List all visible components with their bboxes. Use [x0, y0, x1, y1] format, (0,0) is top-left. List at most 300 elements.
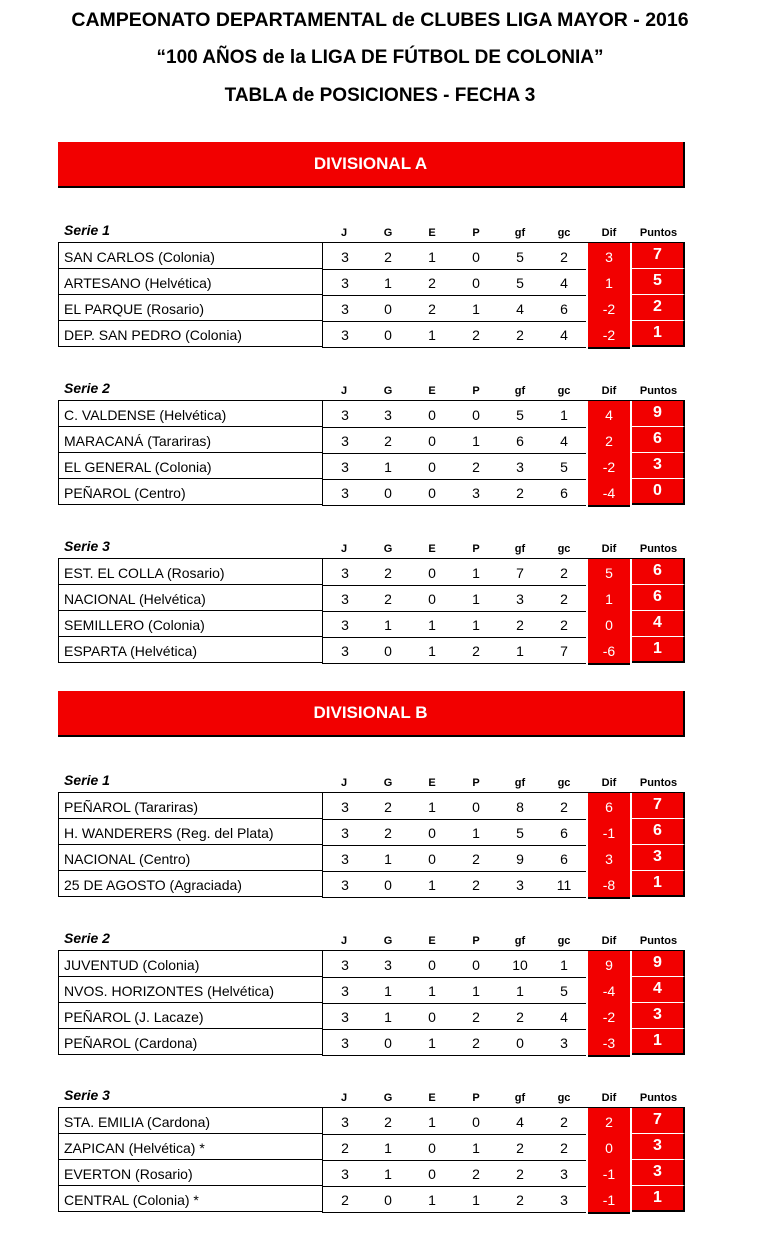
- column-header: E: [428, 385, 436, 397]
- serie-rows: [58, 400, 685, 505]
- table-row: [58, 479, 685, 505]
- team-name: ZAPICAN (Helvética) *: [58, 1134, 322, 1160]
- stat-gc: 3: [542, 1160, 586, 1187]
- stat-e: 1: [410, 1029, 454, 1056]
- stat-g: 0: [366, 321, 410, 348]
- serie-table: [58, 538, 685, 663]
- stat-g: 0: [366, 871, 410, 898]
- table-row: [58, 559, 685, 585]
- stat-g: 0: [366, 479, 410, 506]
- stat-j: 3: [322, 951, 367, 978]
- stat-e: 1: [410, 243, 454, 270]
- serie-table: [58, 772, 685, 897]
- stat-e: 0: [410, 951, 454, 978]
- serie-table: [58, 380, 685, 505]
- table-row: [58, 243, 685, 269]
- stat-gc: 4: [542, 1003, 586, 1030]
- serie-name: Serie 1: [64, 222, 110, 238]
- points: 6: [632, 559, 685, 585]
- stat-gc: 5: [542, 453, 586, 480]
- table-title: TABLA de POSICIONES - FECHA 3: [224, 85, 536, 106]
- column-header: Dif: [601, 385, 617, 397]
- stat-p: 1: [454, 559, 498, 586]
- stat-e: 0: [410, 819, 454, 846]
- stat-g: 3: [366, 951, 410, 978]
- stat-gf: 0: [498, 1029, 542, 1056]
- column-header: G: [383, 777, 393, 789]
- stat-j: 3: [322, 453, 367, 480]
- stat-gf: 2: [498, 321, 542, 348]
- column-header: P: [472, 777, 480, 789]
- table-row: [58, 951, 685, 977]
- stat-j: 3: [322, 479, 367, 506]
- column-header: gc: [557, 1092, 571, 1104]
- stat-j: 2: [322, 1186, 367, 1213]
- page-subtitle: “100 AÑOS de la LIGA DE FÚTBOL DE COLONIA”: [156, 47, 604, 68]
- stat-p: 2: [454, 871, 498, 898]
- table-row: [58, 793, 685, 819]
- points: 2: [632, 295, 685, 321]
- stat-g: 1: [366, 1160, 410, 1187]
- stat-g: 1: [366, 845, 410, 872]
- table-row: [58, 845, 685, 871]
- stat-p: 2: [454, 637, 498, 664]
- points: 1: [632, 637, 685, 663]
- goal-difference: -2: [588, 453, 630, 480]
- stat-gf: 1: [498, 637, 542, 664]
- team-name: JUVENTUD (Colonia): [58, 951, 322, 977]
- goal-difference: -2: [588, 1003, 630, 1030]
- points: 9: [632, 951, 685, 977]
- column-header: J: [340, 543, 348, 555]
- stat-j: 3: [322, 1108, 367, 1135]
- goal-difference: -8: [588, 871, 630, 899]
- table-row: [58, 295, 685, 321]
- goal-difference: 3: [588, 243, 630, 270]
- team-name: EVERTON (Rosario): [58, 1160, 322, 1186]
- stat-gf: 3: [498, 871, 542, 898]
- stat-g: 0: [366, 637, 410, 664]
- serie-name: Serie 3: [64, 1087, 110, 1103]
- stat-gf: 9: [498, 845, 542, 872]
- points: 1: [632, 1186, 685, 1212]
- stat-j: 3: [322, 321, 367, 348]
- table-row: [58, 453, 685, 479]
- stat-g: 2: [366, 243, 410, 270]
- stat-g: 1: [366, 977, 410, 1004]
- serie-header: [58, 1087, 685, 1107]
- column-header: gf: [514, 385, 526, 397]
- stat-g: 1: [366, 453, 410, 480]
- column-header: P: [472, 227, 480, 239]
- column-header: P: [472, 1092, 480, 1104]
- column-header: Puntos: [639, 385, 678, 397]
- serie-name: Serie 1: [64, 772, 110, 788]
- serie-rows: [58, 558, 685, 663]
- points: 4: [632, 977, 685, 1003]
- goal-difference: -4: [588, 479, 630, 507]
- stat-gc: 1: [542, 401, 586, 428]
- team-name: PEÑAROL (Centro): [58, 479, 322, 505]
- goal-difference: 1: [588, 585, 630, 612]
- column-header: Puntos: [639, 935, 678, 947]
- column-header: E: [428, 227, 436, 239]
- stat-p: 1: [454, 585, 498, 612]
- stat-p: 1: [454, 295, 498, 322]
- stat-e: 1: [410, 321, 454, 348]
- stat-j: 3: [322, 637, 367, 664]
- stat-j: 3: [322, 871, 367, 898]
- stat-gf: 6: [498, 427, 542, 454]
- stat-gf: 7: [498, 559, 542, 586]
- table-row: [58, 585, 685, 611]
- stat-gc: 3: [542, 1029, 586, 1056]
- division-banner: DIVISIONAL A: [58, 142, 685, 188]
- team-name: NACIONAL (Centro): [58, 845, 322, 871]
- stat-gf: 2: [498, 479, 542, 506]
- stat-e: 1: [410, 871, 454, 898]
- table-row: [58, 1029, 685, 1055]
- goal-difference: -1: [588, 819, 630, 846]
- stat-j: 3: [322, 269, 367, 296]
- points: 1: [632, 871, 685, 897]
- stat-e: 1: [410, 1108, 454, 1135]
- serie-table: [58, 930, 685, 1055]
- stat-e: 0: [410, 1160, 454, 1187]
- stat-j: 3: [322, 977, 367, 1004]
- stat-g: 0: [366, 295, 410, 322]
- stat-j: 3: [322, 559, 367, 586]
- column-header: E: [428, 1092, 436, 1104]
- stat-j: 3: [322, 295, 367, 322]
- stat-gc: 2: [542, 1134, 586, 1161]
- stat-gc: 2: [542, 1108, 586, 1135]
- serie-name: Serie 2: [64, 930, 110, 946]
- column-header: Puntos: [639, 1092, 678, 1104]
- stat-p: 0: [454, 269, 498, 296]
- stat-e: 0: [410, 1134, 454, 1161]
- stat-gc: 6: [542, 479, 586, 506]
- stat-p: 2: [454, 1029, 498, 1056]
- stat-gc: 2: [542, 611, 586, 638]
- column-header: J: [340, 1092, 348, 1104]
- column-header: E: [428, 543, 436, 555]
- stat-gf: 1: [498, 977, 542, 1004]
- goal-difference: -1: [588, 1160, 630, 1187]
- column-header: G: [383, 543, 393, 555]
- column-header: P: [472, 543, 480, 555]
- column-header: Dif: [601, 935, 617, 947]
- column-header: Dif: [601, 777, 617, 789]
- serie-header: [58, 538, 685, 558]
- stat-gf: 5: [498, 269, 542, 296]
- goal-difference: -2: [588, 321, 630, 349]
- table-row: [58, 819, 685, 845]
- team-name: ARTESANO (Helvética): [58, 269, 322, 295]
- column-header: G: [383, 1092, 393, 1104]
- stat-gf: 3: [498, 585, 542, 612]
- stat-e: 0: [410, 479, 454, 506]
- table-row: [58, 977, 685, 1003]
- team-name: 25 DE AGOSTO (Agraciada): [58, 871, 322, 897]
- team-name: EL PARQUE (Rosario): [58, 295, 322, 321]
- stat-e: 1: [410, 1186, 454, 1213]
- column-header: Puntos: [639, 777, 678, 789]
- stat-p: 0: [454, 243, 498, 270]
- column-header: G: [383, 227, 393, 239]
- stat-gc: 2: [542, 793, 586, 820]
- stat-g: 3: [366, 401, 410, 428]
- serie-header: [58, 222, 685, 242]
- stat-gc: 11: [542, 871, 586, 898]
- table-row: [58, 1108, 685, 1134]
- column-header: Puntos: [639, 227, 678, 239]
- stat-p: 1: [454, 1186, 498, 1213]
- points: 1: [632, 321, 685, 347]
- team-name: ESPARTA (Helvética): [58, 637, 322, 663]
- points: 7: [632, 243, 685, 269]
- column-header: P: [472, 385, 480, 397]
- column-header: Dif: [601, 227, 617, 239]
- points: 3: [632, 453, 685, 479]
- stat-gf: 3: [498, 453, 542, 480]
- stat-g: 1: [366, 611, 410, 638]
- points: 9: [632, 401, 685, 427]
- serie-name: Serie 3: [64, 538, 110, 554]
- stat-gc: 2: [542, 559, 586, 586]
- table-row: [58, 637, 685, 663]
- goal-difference: 3: [588, 845, 630, 872]
- column-header: P: [472, 935, 480, 947]
- stat-g: 2: [366, 793, 410, 820]
- stat-p: 2: [454, 321, 498, 348]
- team-name: PEÑAROL (Cardona): [58, 1029, 322, 1055]
- points: 4: [632, 611, 685, 637]
- column-header: Puntos: [639, 543, 678, 555]
- stat-e: 0: [410, 427, 454, 454]
- column-header: gf: [514, 543, 526, 555]
- goal-difference: 9: [588, 951, 630, 978]
- stat-j: 3: [322, 1160, 367, 1187]
- team-name: EST. EL COLLA (Rosario): [58, 559, 322, 585]
- page-title: CAMPEONATO DEPARTAMENTAL de CLUBES LIGA MAYOR - 2016: [71, 9, 689, 31]
- stat-p: 0: [454, 793, 498, 820]
- stat-gc: 4: [542, 269, 586, 296]
- stat-e: 2: [410, 295, 454, 322]
- goal-difference: -6: [588, 637, 630, 665]
- stat-gf: 2: [498, 1134, 542, 1161]
- table-row: [58, 871, 685, 897]
- stat-j: 3: [322, 1029, 367, 1056]
- stat-g: 1: [366, 1003, 410, 1030]
- goal-difference: -1: [588, 1186, 630, 1214]
- team-name: PEÑAROL (J. Lacaze): [58, 1003, 322, 1029]
- stat-g: 2: [366, 819, 410, 846]
- serie-table: [58, 222, 685, 347]
- stat-g: 0: [366, 1186, 410, 1213]
- team-name: EL GENERAL (Colonia): [58, 453, 322, 479]
- stat-gc: 7: [542, 637, 586, 664]
- team-name: PEÑAROL (Tarariras): [58, 793, 322, 819]
- serie-header: [58, 380, 685, 400]
- stat-gf: 5: [498, 819, 542, 846]
- points: 6: [632, 585, 685, 611]
- serie-rows: [58, 792, 685, 897]
- stat-gc: 4: [542, 321, 586, 348]
- stat-p: 1: [454, 1134, 498, 1161]
- column-header: gc: [557, 227, 571, 239]
- serie-rows: [58, 1107, 685, 1212]
- division-banner: DIVISIONAL B: [58, 691, 685, 737]
- stat-e: 0: [410, 585, 454, 612]
- column-header: G: [383, 935, 393, 947]
- stat-j: 3: [322, 427, 367, 454]
- stat-e: 0: [410, 401, 454, 428]
- stat-e: 1: [410, 793, 454, 820]
- points: 5: [632, 269, 685, 295]
- stat-gc: 6: [542, 845, 586, 872]
- points: 7: [632, 1108, 685, 1134]
- points: 0: [632, 479, 685, 505]
- team-name: NACIONAL (Helvética): [58, 585, 322, 611]
- column-header: gf: [514, 777, 526, 789]
- stat-e: 0: [410, 1003, 454, 1030]
- team-name: SAN CARLOS (Colonia): [58, 243, 322, 269]
- stat-g: 2: [366, 1108, 410, 1135]
- table-row: [58, 1003, 685, 1029]
- points: 6: [632, 427, 685, 453]
- stat-g: 0: [366, 1029, 410, 1056]
- column-header: G: [383, 385, 393, 397]
- table-row: [58, 321, 685, 347]
- stat-gf: 2: [498, 1186, 542, 1213]
- goal-difference: 0: [588, 611, 630, 638]
- points: 3: [632, 1003, 685, 1029]
- goal-difference: 2: [588, 427, 630, 454]
- table-row: [58, 611, 685, 637]
- stat-gc: 6: [542, 295, 586, 322]
- stat-gf: 5: [498, 243, 542, 270]
- stat-j: 3: [322, 1003, 367, 1030]
- table-row: [58, 1160, 685, 1186]
- goal-difference: 1: [588, 269, 630, 296]
- goal-difference: 6: [588, 793, 630, 820]
- column-header: gf: [514, 935, 526, 947]
- stat-gf: 2: [498, 1160, 542, 1187]
- stat-gf: 8: [498, 793, 542, 820]
- column-header: J: [340, 935, 348, 947]
- points: 3: [632, 845, 685, 871]
- serie-header: [58, 930, 685, 950]
- stat-p: 2: [454, 845, 498, 872]
- goal-difference: 2: [588, 1108, 630, 1135]
- stat-p: 1: [454, 977, 498, 1004]
- stat-e: 1: [410, 977, 454, 1004]
- column-header: E: [428, 777, 436, 789]
- stat-p: 0: [454, 401, 498, 428]
- table-row: [58, 1134, 685, 1160]
- stat-gf: 4: [498, 295, 542, 322]
- column-header: gc: [557, 935, 571, 947]
- stat-g: 1: [366, 1134, 410, 1161]
- stat-e: 1: [410, 637, 454, 664]
- column-header: gc: [557, 777, 571, 789]
- column-header: E: [428, 935, 436, 947]
- goal-difference: 5: [588, 559, 630, 586]
- stat-p: 3: [454, 479, 498, 506]
- stat-gc: 1: [542, 951, 586, 978]
- stat-gc: 3: [542, 1186, 586, 1213]
- stat-gc: 6: [542, 819, 586, 846]
- stat-g: 2: [366, 427, 410, 454]
- table-row: [58, 1186, 685, 1212]
- stat-j: 3: [322, 819, 367, 846]
- stat-j: 3: [322, 585, 367, 612]
- team-name: NVOS. HORIZONTES (Helvética): [58, 977, 322, 1003]
- stat-p: 1: [454, 427, 498, 454]
- team-name: H. WANDERERS (Reg. del Plata): [58, 819, 322, 845]
- serie-rows: [58, 950, 685, 1055]
- stat-g: 2: [366, 559, 410, 586]
- points: 3: [632, 1134, 685, 1160]
- stat-gc: 5: [542, 977, 586, 1004]
- team-name: DEP. SAN PEDRO (Colonia): [58, 321, 322, 347]
- stat-p: 0: [454, 951, 498, 978]
- stat-gc: 2: [542, 585, 586, 612]
- serie-header: [58, 772, 685, 792]
- team-name: C. VALDENSE (Helvética): [58, 401, 322, 427]
- column-header: gc: [557, 543, 571, 555]
- serie-name: Serie 2: [64, 380, 110, 396]
- points: 3: [632, 1160, 685, 1186]
- serie-rows: [58, 242, 685, 347]
- serie-table: [58, 1087, 685, 1212]
- stat-p: 1: [454, 819, 498, 846]
- stat-e: 0: [410, 559, 454, 586]
- points: 1: [632, 1029, 685, 1055]
- stat-j: 3: [322, 401, 367, 428]
- goal-difference: 0: [588, 1134, 630, 1161]
- stat-gf: 2: [498, 611, 542, 638]
- stat-j: 3: [322, 845, 367, 872]
- table-row: [58, 401, 685, 427]
- stat-gc: 2: [542, 243, 586, 270]
- stat-p: 0: [454, 1108, 498, 1135]
- table-row: [58, 269, 685, 295]
- goal-difference: -3: [588, 1029, 630, 1057]
- column-header: gf: [514, 227, 526, 239]
- stat-e: 0: [410, 845, 454, 872]
- points: 6: [632, 819, 685, 845]
- stat-p: 2: [454, 1003, 498, 1030]
- stat-gf: 2: [498, 1003, 542, 1030]
- points: 7: [632, 793, 685, 819]
- team-name: STA. EMILIA (Cardona): [58, 1108, 322, 1134]
- stat-gf: 4: [498, 1108, 542, 1135]
- stat-gf: 5: [498, 401, 542, 428]
- stat-j: 3: [322, 611, 367, 638]
- stat-j: 2: [322, 1134, 367, 1161]
- stat-p: 2: [454, 453, 498, 480]
- stat-p: 1: [454, 611, 498, 638]
- column-header: gc: [557, 385, 571, 397]
- stat-j: 3: [322, 793, 367, 820]
- goal-difference: -4: [588, 977, 630, 1004]
- column-header: J: [340, 227, 348, 239]
- column-header: J: [340, 385, 348, 397]
- column-header: Dif: [601, 1092, 617, 1104]
- stat-j: 3: [322, 243, 367, 270]
